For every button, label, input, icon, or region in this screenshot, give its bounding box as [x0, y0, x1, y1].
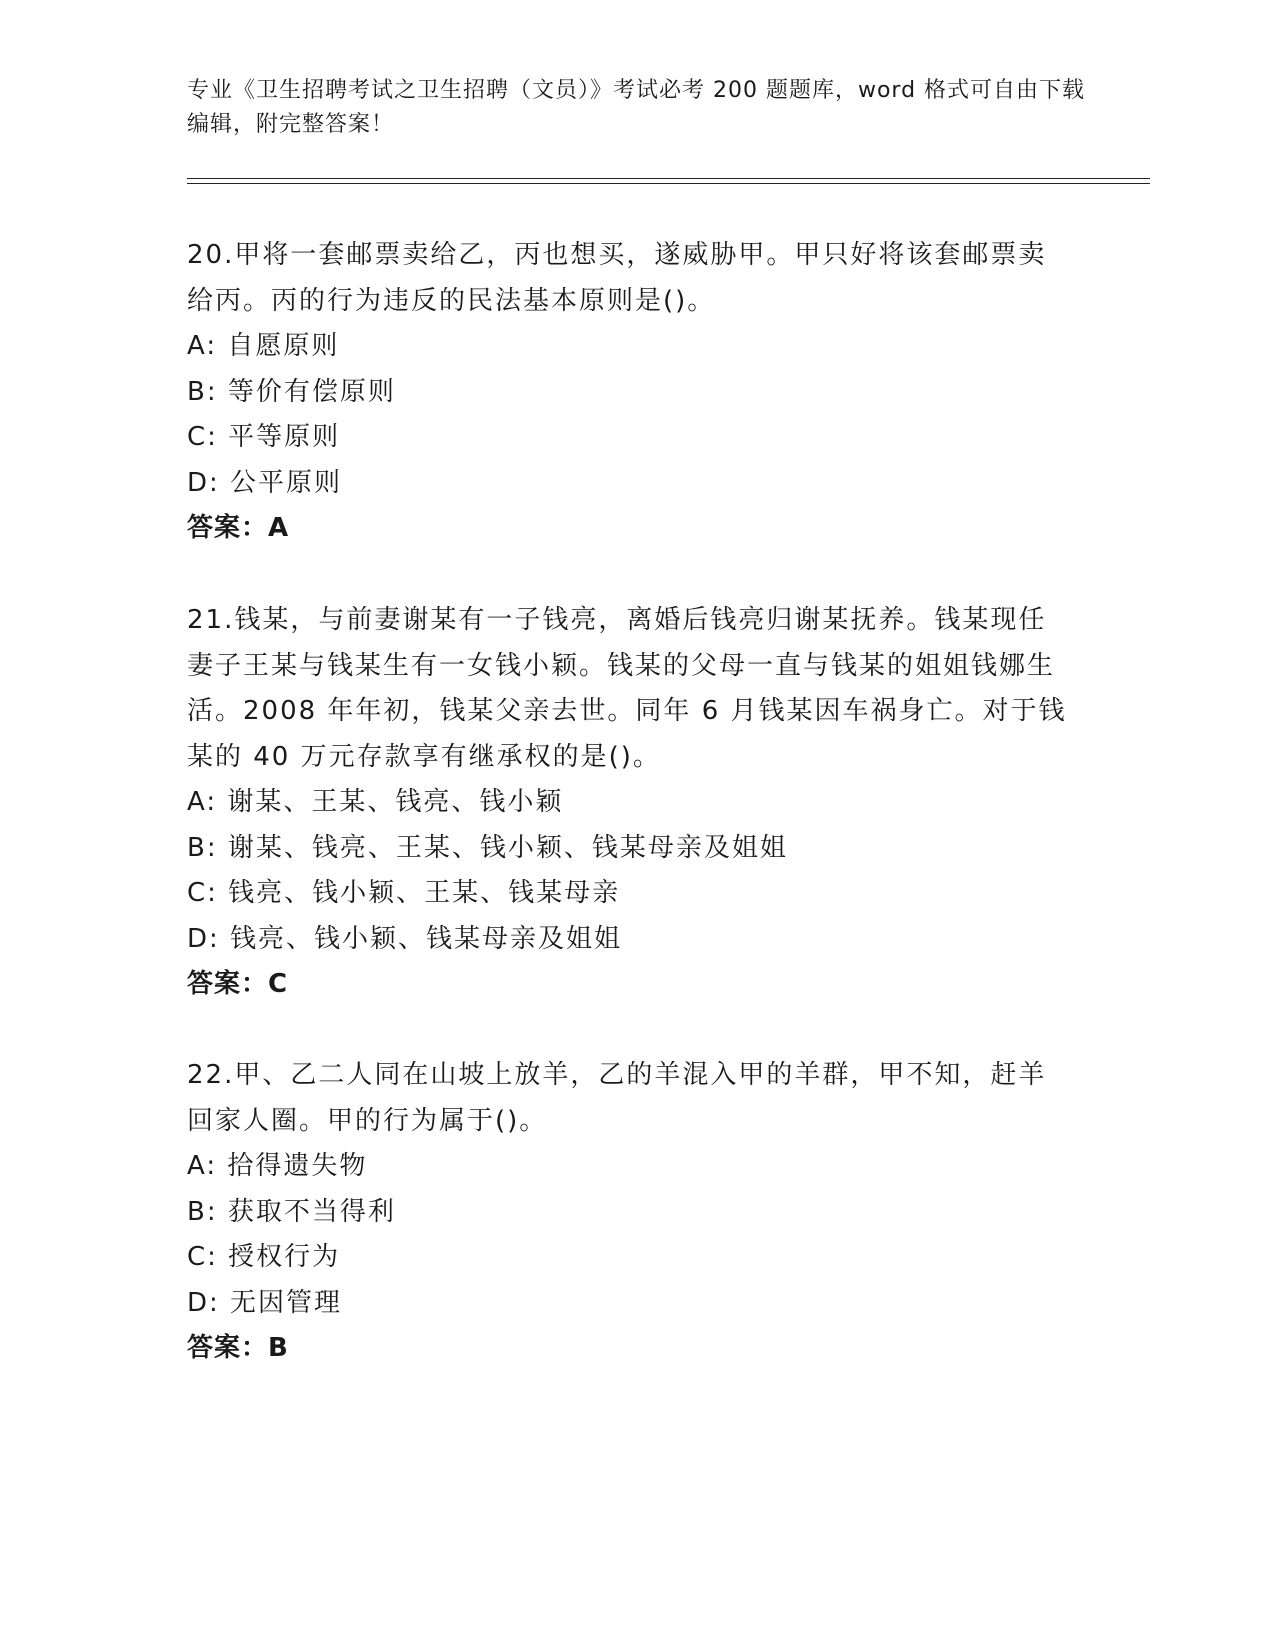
option-d: D: 钱亮、钱小颖、钱某母亲及姐姐 — [187, 923, 623, 954]
question-text: 21.钱某，与前妻谢某有一子钱亮，离婚后钱亮归谢某抚养。钱某现任妻子王某与钱某生有一女钱小颖。钱某的父母一直与钱某的姐姐钱娜生活。2008 年年初，钱某父亲去世。同年 6 月钱某因车祸身亡。对于钱某的 40 万元存款享有继承权的是()。 — [187, 605, 1067, 772]
option-b: B: 获取不当得利 — [187, 1196, 396, 1227]
question-text: 20.甲将一套邮票卖给乙，丙也想买，遂威胁甲。甲只好将该套邮票卖给丙。丙的行为违反的民法基本原则是()。 — [187, 240, 1047, 316]
question-text: 22.甲、乙二人同在山坡上放羊，乙的羊混入甲的羊群，甲不知，赶羊回家人圈。甲的行为属于()。 — [187, 1060, 1047, 1136]
option-c: C: 平等原则 — [187, 422, 341, 452]
option-b: B: 等价有偿原则 — [187, 376, 396, 407]
option-b: B: 谢某、钱亮、王某、钱小颖、钱某母亲及姐姐 — [187, 832, 788, 863]
document-header — [187, 74, 1087, 142]
answer: 答案：C — [187, 969, 289, 999]
header-divider-top — [187, 178, 1150, 179]
option-a: A: 拾得遗失物 — [187, 1151, 368, 1181]
option-c: C: 授权行为 — [187, 1242, 341, 1272]
answer: 答案：B — [187, 1333, 289, 1363]
header-divider-bottom — [187, 183, 1150, 184]
question-20 — [187, 233, 1067, 552]
option-c: C: 钱亮、钱小颖、王某、钱某母亲 — [187, 878, 621, 908]
option-a: A: 谢某、王某、钱亮、钱小颖 — [187, 787, 564, 817]
header-text: 专业《卫生招聘考试之卫生招聘（文员）》考试必考 200 题题库，word 格式可自由下载编辑，附完整答案！ — [187, 78, 1086, 137]
option-a: A: 自愿原则 — [187, 331, 340, 361]
answer: 答案：A — [187, 513, 290, 543]
question-21 — [187, 598, 1067, 1008]
option-d: D: 公平原则 — [187, 467, 343, 498]
option-d: D: 无因管理 — [187, 1287, 343, 1318]
question-22 — [187, 1053, 1067, 1372]
